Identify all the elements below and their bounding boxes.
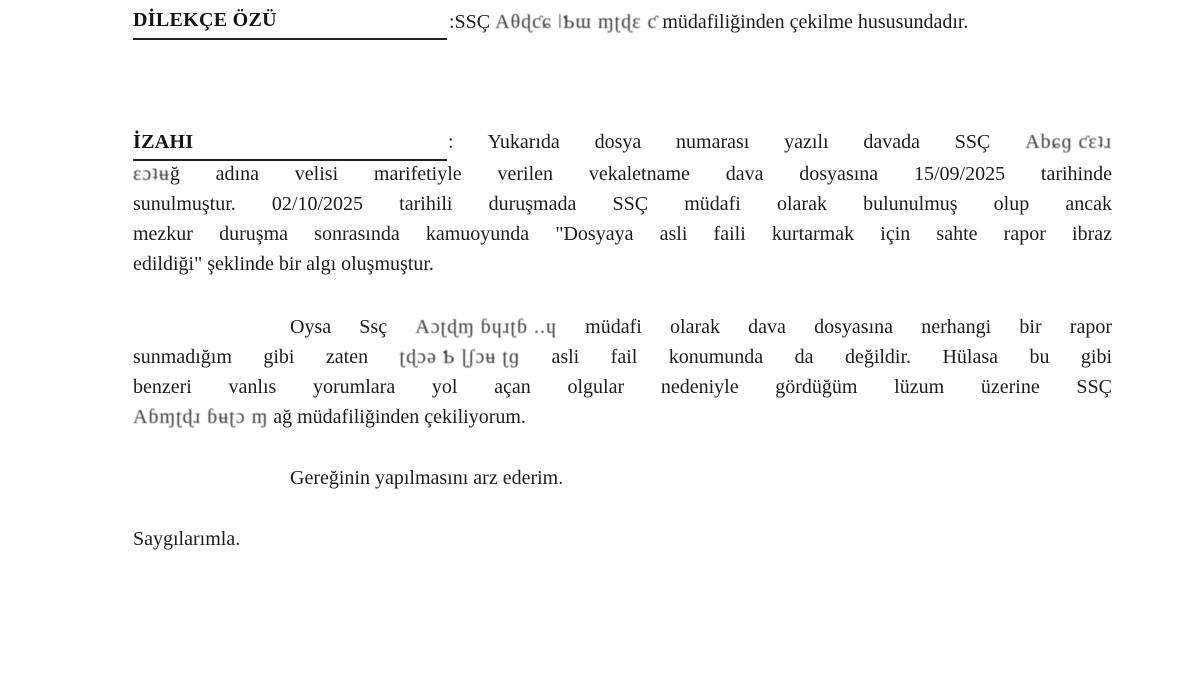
- explanation-body: [133, 159, 1112, 279]
- subject-redacted-name: Aθɖƈɕ ǀƄɯ ɱʈɖɛ ƈ: [495, 11, 658, 33]
- paragraph2-line4: [133, 402, 1112, 432]
- closing-request: Gereğinin yapılmasını arz ederim.: [290, 467, 564, 489]
- explanation-line5: edildiği" şeklinde bir algı oluşmuştur.: [133, 253, 434, 275]
- subject-prefix: :SSÇ: [449, 11, 491, 33]
- paragraph2-line2-prefix: sunmadığım gibi zaten: [133, 346, 369, 368]
- subject-underline: [133, 38, 447, 40]
- paragraph2-line4-redacted: Aɓɱʈɖɹ ɓʉʈɔ ɱ: [133, 406, 269, 428]
- paragraph2-first-line: [290, 312, 1112, 342]
- closing-regards: Saygılarımla.: [133, 528, 241, 550]
- paragraph2-line3: benzeri vanlıs yorumlara yol açan olgular nedeniyle gördüğüm lüzum üzerine SSÇ: [133, 376, 1112, 398]
- paragraph2-line1-redacted: Aɔʈɖɱ ɓɥɹʈɓ ..ɥ: [415, 316, 557, 338]
- explanation-label: İZAHI: [133, 131, 194, 153]
- paragraph2-line1-prefix: Oysa Ssç: [290, 316, 388, 338]
- explanation-line4: mezkur duruşma sonrasında kamuoyunda "Dosyaya asli faili kurtarmak için sahte rapor ibraz: [133, 223, 1112, 245]
- paragraph2-line2-redacted: ʈɖɔə Ƅ ɭʃɔʉ ʈɡ: [399, 346, 520, 368]
- subject-text: [449, 11, 968, 34]
- explanation-line2-redacted: ɛɔʇʉ: [133, 163, 170, 185]
- explanation-line2: [133, 159, 1112, 189]
- explanation-line1-redacted: Abɕɡ ƈɛʇɹ: [1025, 131, 1113, 153]
- paragraph2-line4-rest: ağ müdafiliğinden çekiliyorum.: [273, 406, 526, 428]
- explanation-line2-rest: ğ adına velisi marifetiyle verilen vekaletname dava dosyasına 15/09/2025 tarihinde: [169, 163, 1112, 185]
- paragraph2-line2-rest: asli fail konumunda da değildir. Hülasa bu gibi: [551, 346, 1113, 368]
- subject-suffix: müdafiliğinden çekilme hususundadır.: [662, 11, 969, 33]
- explanation-line3: sunulmuştur. 02/10/2025 tarihili duruşmada SSÇ müdafi olarak bulunulmuş olup ancak: [133, 193, 1112, 215]
- paragraph2-line2: [133, 342, 1112, 372]
- explanation-line1-prefix: : Yukarıda dosya numarası yazılı davada SSÇ: [448, 131, 991, 153]
- subject-label: DİLEKÇE ÖZÜ: [133, 9, 277, 31]
- explanation-first-line: [448, 127, 1112, 157]
- paragraph2-line1-rest: müdafi olarak dava dosyasına nerhangi bir rapor: [585, 316, 1113, 338]
- paragraph2-body: [133, 342, 1112, 432]
